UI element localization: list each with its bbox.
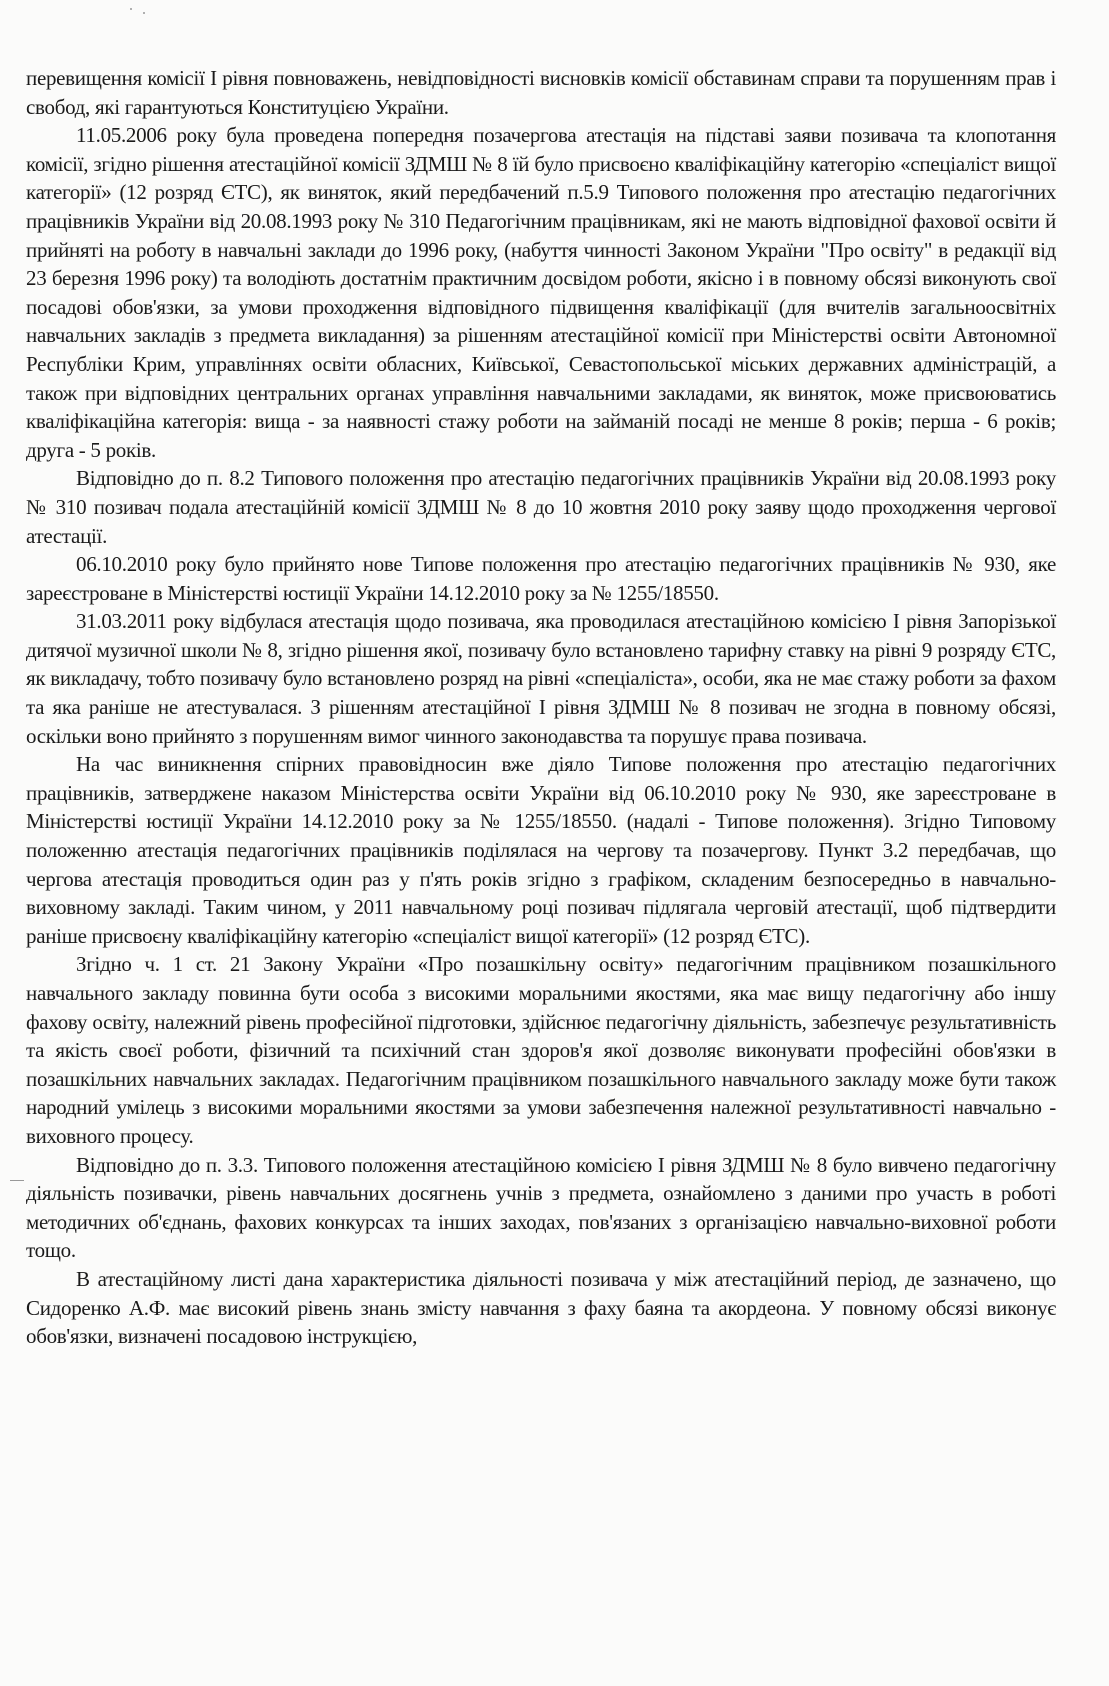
paragraph-new-regulation: 06.10.2010 року було прийнято нове Типове положення про атестацію педагогічних працівників № 930, яке зареєстроване в Міністерстві юстиції України 14.12.2010 року за № 1255/18550.	[26, 552, 1056, 605]
paragraph-clause-3-3: Відповідно до п. 3.3. Типового положення атестаційною комісією І рівня ЗДМШ № 8 було вивчено педагогічну діяльність позивачки, рівень навчальних досягнень учнів з предмета, ознайомлено з даними про участь в роботі методичних об'єднань, фахових конкурсах та інших заходах, пов'язаних з організацією навчально-виховної роботи тощо.	[26, 1152, 1056, 1263]
scan-speck	[143, 12, 145, 14]
paragraph-2011-attestation: 31.03.2011 року відбулася атестація щодо позивача, яка проводилася атестаційною комісією І рівня Запорізької дитячої музичної школи № 8, згідно рішення якої, позивачу було встановлено тарифну ставку на рівні 9 розряду ЄТС, як викладачу, тобто позивачу було встановлено розряд на рівні «спеціаліста», особи, яка не має стажу роботи за фахом та яка раніше не атестувалася. З рішенням атестаційної І рівня ЗДМШ № 8 позивач не згодна в повному обсязі, оскільки воно прийнято з порушенням вимог чинного законодавства та порушує права позивача.	[26, 609, 1056, 748]
paragraph-application-2010: Відповідно до п. 8.2 Типового положення про атестацію педагогічних працівників України від 20.08.1993 року № 310 позивач подала атестаційній комісії ЗДМШ № 8 до 10 жовтня 2010 року заяву щодо проходження чергової атестації.	[26, 466, 1056, 548]
paragraph-continuation: перевищення комісії І рівня повноважень, невідповідності висновків комісії обставинам справи та порушенням прав і свобод, які гарантуються Конституцією України.	[26, 66, 1056, 119]
paragraph-2006-attestation: 11.05.2006 року була проведена попередня позачергова атестація на підставі заяви позивача та клопотання комісії, згідно рішення атестаційної комісії ЗДМШ № 8 їй було присвоєно кваліфікаційну категорію «спеціаліст вищої категорії» (12 розряд ЄТС), як виняток, який передбачений п.5.9 Типового положення про атестацію педагогічних працівників України від 20.08.1993 року № 310 Педагогічним працівникам, які не мають відповідної фахової освіти й прийняті на роботу в навчальні заклади до 1996 року, (набуття чинності Законом України "Про освіту" в редакції від 23 березня 1996 року) та володіють достатнім практичним досвідом роботи, якісно і в повному обсязі виконують свої посадові обов'язки, за умови проходження відповідного підвищення кваліфікації (для вчителів загальноосвітніх навчальних закладів з предмета викладання) за рішенням атестаційної комісії при Міністерстві освіти Автономної Республіки Крим, управліннях освіти обласних, Київської, Севастопольської міських державних адміністрацій, а також при відповідних центральних органах управління навчальними закладами, як виняток, може присвоюватись кваліфікаційна категорія: вища - за наявності стажу роботи на займаній посаді не менше 8 років; перша - 6 років; друга - 5 років.	[26, 123, 1056, 462]
paragraph-attestation-sheet: В атестаційному листі дана характеристика діяльності позивача у між атестаційний період, де зазначено, що Сидоренко А.Ф. має високий рівень знань змісту навчання з фаху баяна та акордеона. У повному обсязі виконує обов'язки, визначені посадовою інструкцією,	[26, 1266, 1056, 1349]
paragraph-law-extracurricular: Згідно ч. 1 ст. 21 Закону України «Про позашкільну освіту» педагогічним працівником позашкільного навчального закладу повинна бути особа з високими моральними якостями, яка має вищу педагогічну або іншу фахову освіту, належний рівень професійної підготовки, здійснює педагогічну діяльність, забезпечує результативність та якість своєї роботи, фізичний та психічний стан здоров'я якої дозволяє виконувати професійні обов'язки в позашкільних навчальних закладах. Педагогічним працівником позашкільного навчального закладу може бути також народний умілець з високими моральними якостями за умови забезпечення належної результативності навчально - виховного процесу.	[26, 952, 1056, 1148]
document-page	[26, 64, 1056, 1351]
scan-mark	[10, 1180, 24, 1181]
paragraph-typical-regulation: На час виникнення спірних правовідносин вже діяло Типове положення про атестацію педагогічних працівників, затверджене наказом Міністерства освіти України від 06.10.2010 року № 930, яке зареєстроване в Міністерстві юстиції України 14.12.2010 року за № 1255/18550. (надалі - Типове положення). Згідно Типовому положенню атестація педагогічних працівників поділялася на чергову та позачергову. Пункт 3.2 передбачав, що чергова атестація проводиться один раз у п'ять років згідно з графіком, складеним безпосередньо в навчально-виховному закладі. Таким чином, у 2011 навчальному році позивач підлягала черговій атестації, щоб підтвердити раніше присвоєну кваліфікаційну категорію «спеціаліст вищої категорії» (12 розряд ЄТС).	[26, 752, 1056, 948]
scan-speck	[130, 8, 132, 10]
